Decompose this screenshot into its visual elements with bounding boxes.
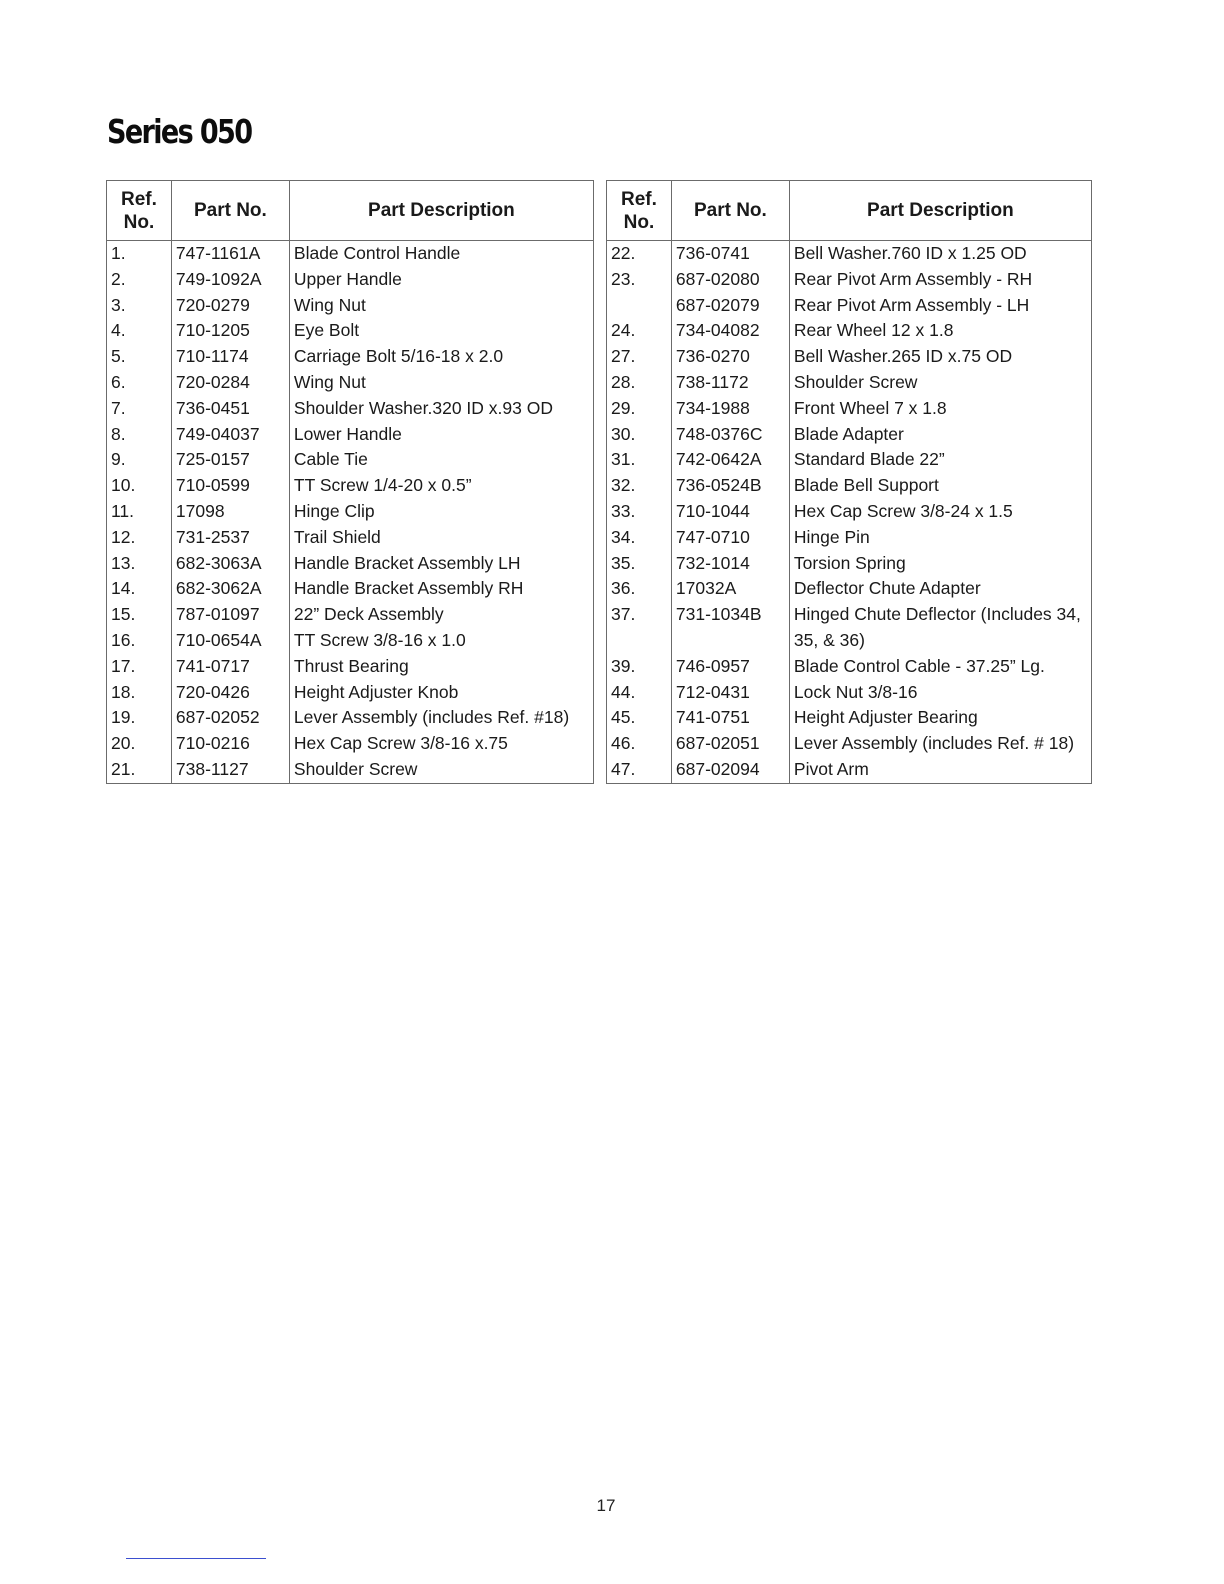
- part-no-cell: 687-02052: [171, 705, 289, 731]
- footer-rule: [126, 1558, 266, 1559]
- part-no-cell: 742-0642A: [671, 447, 789, 473]
- ref-no-cell: 23.: [607, 267, 672, 293]
- ref-no-cell: 31.: [607, 447, 672, 473]
- ref-no-cell: 46.: [607, 731, 672, 757]
- part-description-cell: Thrust Bearing: [289, 654, 593, 680]
- part-no-cell: 734-04082: [671, 318, 789, 344]
- part-no-cell: 736-0524B: [671, 473, 789, 499]
- part-description-cell: Carriage Bolt 5/16-18 x 2.0: [289, 344, 593, 370]
- part-no-cell: 738-1127: [171, 757, 289, 783]
- table-row: [607, 499, 1092, 525]
- ref-no-cell: 22.: [607, 241, 672, 267]
- ref-no-cell: 36.: [607, 576, 672, 602]
- ref-no-cell: 45.: [607, 705, 672, 731]
- table-row: [607, 473, 1092, 499]
- part-no-cell: 710-0654A: [171, 628, 289, 654]
- part-description-cell: Hex Cap Screw 3/8-24 x 1.5: [789, 499, 1091, 525]
- ref-no-cell: 7.: [107, 396, 172, 422]
- part-description-cell: Pivot Arm: [789, 757, 1091, 783]
- table-header-row: [607, 181, 1092, 241]
- part-no-cell: 734-1988: [671, 396, 789, 422]
- table-row: [107, 525, 594, 551]
- part-no-cell: 746-0957: [671, 654, 789, 680]
- ref-no-cell: [607, 293, 672, 319]
- ref-no-cell: 9.: [107, 447, 172, 473]
- part-no-cell: 747-1161A: [171, 241, 289, 267]
- ref-no-cell: 27.: [607, 344, 672, 370]
- part-description-cell: Handle Bracket Assembly LH: [289, 551, 593, 577]
- part-no-cell: 710-1205: [171, 318, 289, 344]
- ref-no-cell: 47.: [607, 757, 672, 783]
- ref-no-cell: 19.: [107, 705, 172, 731]
- table-row: [607, 602, 1092, 654]
- table-row: [107, 318, 594, 344]
- table-row: [607, 344, 1092, 370]
- page-title: Series 050: [107, 112, 252, 151]
- table-row: [107, 344, 594, 370]
- ref-no-cell: 35.: [607, 551, 672, 577]
- table-row: [107, 473, 594, 499]
- table-row: [107, 576, 594, 602]
- ref-no-cell: 29.: [607, 396, 672, 422]
- part-no-cell: 687-02051: [671, 731, 789, 757]
- ref-no-cell: 32.: [607, 473, 672, 499]
- table-row: [107, 241, 594, 267]
- part-no-cell: 732-1014: [671, 551, 789, 577]
- part-no-cell: 741-0751: [671, 705, 789, 731]
- table-row: [607, 525, 1092, 551]
- part-no-cell: 712-0431: [671, 680, 789, 706]
- table-row: [607, 370, 1092, 396]
- part-description-cell: Hinged Chute Deflector (Includes 34, 35, & 36): [789, 602, 1091, 654]
- table-row: [107, 654, 594, 680]
- ref-no-header: Ref. No.: [107, 181, 172, 241]
- ref-no-cell: 1.: [107, 241, 172, 267]
- part-description-cell: Shoulder Screw: [289, 757, 593, 783]
- parts-table-right-body: [607, 241, 1092, 784]
- part-description-cell: Wing Nut: [289, 293, 593, 319]
- part-description-cell: Bell Washer.760 ID x 1.25 OD: [789, 241, 1091, 267]
- part-no-cell: 687-02080: [671, 267, 789, 293]
- ref-no-cell: 30.: [607, 422, 672, 448]
- part-no-header: Part No.: [171, 181, 289, 241]
- part-no-cell: 731-1034B: [671, 602, 789, 654]
- part-description-cell: Trail Shield: [289, 525, 593, 551]
- table-row: [607, 705, 1092, 731]
- part-description-cell: Handle Bracket Assembly RH: [289, 576, 593, 602]
- part-description-cell: Front Wheel 7 x 1.8: [789, 396, 1091, 422]
- part-no-cell: 710-1174: [171, 344, 289, 370]
- table-row: [107, 370, 594, 396]
- part-no-cell: 687-02079: [671, 293, 789, 319]
- table-row: [607, 318, 1092, 344]
- part-description-cell: Blade Adapter: [789, 422, 1091, 448]
- part-no-cell: 731-2537: [171, 525, 289, 551]
- ref-no-header: Ref. No.: [607, 181, 672, 241]
- ref-no-cell: 17.: [107, 654, 172, 680]
- ref-no-cell: 16.: [107, 628, 172, 654]
- part-no-cell: 17098: [171, 499, 289, 525]
- table-row: [107, 422, 594, 448]
- part-no-cell: 710-1044: [671, 499, 789, 525]
- ref-no-cell: 44.: [607, 680, 672, 706]
- part-no-cell: 710-0599: [171, 473, 289, 499]
- table-row: [607, 757, 1092, 783]
- part-no-cell: 749-1092A: [171, 267, 289, 293]
- table-row: [107, 551, 594, 577]
- part-description-cell: Hinge Pin: [789, 525, 1091, 551]
- ref-no-cell: 20.: [107, 731, 172, 757]
- part-description-cell: Rear Wheel 12 x 1.8: [789, 318, 1091, 344]
- table-row: [607, 654, 1092, 680]
- table-row: [107, 499, 594, 525]
- ref-no-cell: 2.: [107, 267, 172, 293]
- part-description-header: Part Description: [289, 181, 593, 241]
- part-no-cell: 720-0279: [171, 293, 289, 319]
- part-description-cell: Torsion Spring: [789, 551, 1091, 577]
- parts-table-left: [106, 180, 594, 784]
- table-row: [607, 267, 1092, 293]
- table-row: [107, 628, 594, 654]
- part-no-cell: 787-01097: [171, 602, 289, 628]
- part-no-cell: 682-3063A: [171, 551, 289, 577]
- part-no-cell: 720-0284: [171, 370, 289, 396]
- table-row: [607, 680, 1092, 706]
- ref-no-cell: 39.: [607, 654, 672, 680]
- table-row: [107, 757, 594, 783]
- ref-no-cell: 5.: [107, 344, 172, 370]
- part-description-cell: TT Screw 3/8-16 x 1.0: [289, 628, 593, 654]
- part-description-cell: Blade Control Handle: [289, 241, 593, 267]
- ref-no-cell: 6.: [107, 370, 172, 396]
- table-row: [607, 422, 1092, 448]
- part-no-cell: 749-04037: [171, 422, 289, 448]
- table-row: [107, 447, 594, 473]
- ref-no-cell: 24.: [607, 318, 672, 344]
- part-no-header: Part No.: [671, 181, 789, 241]
- part-description-cell: TT Screw 1/4-20 x 0.5”: [289, 473, 593, 499]
- ref-no-cell: 14.: [107, 576, 172, 602]
- ref-no-cell: 8.: [107, 422, 172, 448]
- table-row: [607, 293, 1092, 319]
- table-row: [607, 731, 1092, 757]
- ref-no-cell: 10.: [107, 473, 172, 499]
- ref-no-cell: 28.: [607, 370, 672, 396]
- part-no-cell: 736-0451: [171, 396, 289, 422]
- table-row: [607, 576, 1092, 602]
- part-description-cell: Height Adjuster Knob: [289, 680, 593, 706]
- part-no-cell: 736-0741: [671, 241, 789, 267]
- table-header-row: [107, 181, 594, 241]
- part-no-cell: 748-0376C: [671, 422, 789, 448]
- ref-no-cell: 12.: [107, 525, 172, 551]
- parts-table-left-body: [107, 241, 594, 784]
- ref-no-cell: 4.: [107, 318, 172, 344]
- ref-no-cell: 33.: [607, 499, 672, 525]
- part-description-cell: Deflector Chute Adapter: [789, 576, 1091, 602]
- table-row: [107, 293, 594, 319]
- part-description-cell: Rear Pivot Arm Assembly - LH: [789, 293, 1091, 319]
- part-no-cell: 738-1172: [671, 370, 789, 396]
- part-description-cell: Bell Washer.265 ID x.75 OD: [789, 344, 1091, 370]
- table-row: [607, 447, 1092, 473]
- part-description-cell: Lock Nut 3/8-16: [789, 680, 1091, 706]
- part-description-cell: Shoulder Screw: [789, 370, 1091, 396]
- part-no-cell: 747-0710: [671, 525, 789, 551]
- ref-no-cell: 13.: [107, 551, 172, 577]
- parts-table-right: [606, 180, 1092, 784]
- part-description-cell: Height Adjuster Bearing: [789, 705, 1091, 731]
- part-description-cell: Rear Pivot Arm Assembly - RH: [789, 267, 1091, 293]
- part-description-cell: Cable Tie: [289, 447, 593, 473]
- part-no-cell: 725-0157: [171, 447, 289, 473]
- ref-no-cell: 21.: [107, 757, 172, 783]
- ref-no-cell: 11.: [107, 499, 172, 525]
- ref-no-cell: 3.: [107, 293, 172, 319]
- ref-no-cell: 37.: [607, 602, 672, 654]
- table-row: [107, 396, 594, 422]
- part-no-cell: 741-0717: [171, 654, 289, 680]
- table-row: [607, 241, 1092, 267]
- part-description-cell: Standard Blade 22”: [789, 447, 1091, 473]
- part-description-cell: Lever Assembly (includes Ref. #18): [289, 705, 593, 731]
- part-no-cell: 682-3062A: [171, 576, 289, 602]
- part-description-cell: Eye Bolt: [289, 318, 593, 344]
- part-description-cell: Wing Nut: [289, 370, 593, 396]
- ref-no-cell: 34.: [607, 525, 672, 551]
- part-description-cell: Upper Handle: [289, 267, 593, 293]
- part-description-header: Part Description: [789, 181, 1091, 241]
- table-row: [607, 551, 1092, 577]
- part-description-cell: Hex Cap Screw 3/8-16 x.75: [289, 731, 593, 757]
- part-description-cell: Hinge Clip: [289, 499, 593, 525]
- part-description-cell: Shoulder Washer.320 ID x.93 OD: [289, 396, 593, 422]
- table-row: [107, 267, 594, 293]
- ref-no-cell: 15.: [107, 602, 172, 628]
- ref-no-cell: 18.: [107, 680, 172, 706]
- part-no-cell: 687-02094: [671, 757, 789, 783]
- part-description-cell: Lever Assembly (includes Ref. # 18): [789, 731, 1091, 757]
- part-description-cell: Blade Control Cable - 37.25” Lg.: [789, 654, 1091, 680]
- part-description-cell: 22” Deck Assembly: [289, 602, 593, 628]
- part-no-cell: 736-0270: [671, 344, 789, 370]
- table-row: [607, 396, 1092, 422]
- page-number: 17: [596, 1496, 616, 1515]
- table-row: [107, 680, 594, 706]
- part-no-cell: 720-0426: [171, 680, 289, 706]
- part-description-cell: Blade Bell Support: [789, 473, 1091, 499]
- part-no-cell: 17032A: [671, 576, 789, 602]
- part-description-cell: Lower Handle: [289, 422, 593, 448]
- table-row: [107, 602, 594, 628]
- part-no-cell: 710-0216: [171, 731, 289, 757]
- table-row: [107, 705, 594, 731]
- table-row: [107, 731, 594, 757]
